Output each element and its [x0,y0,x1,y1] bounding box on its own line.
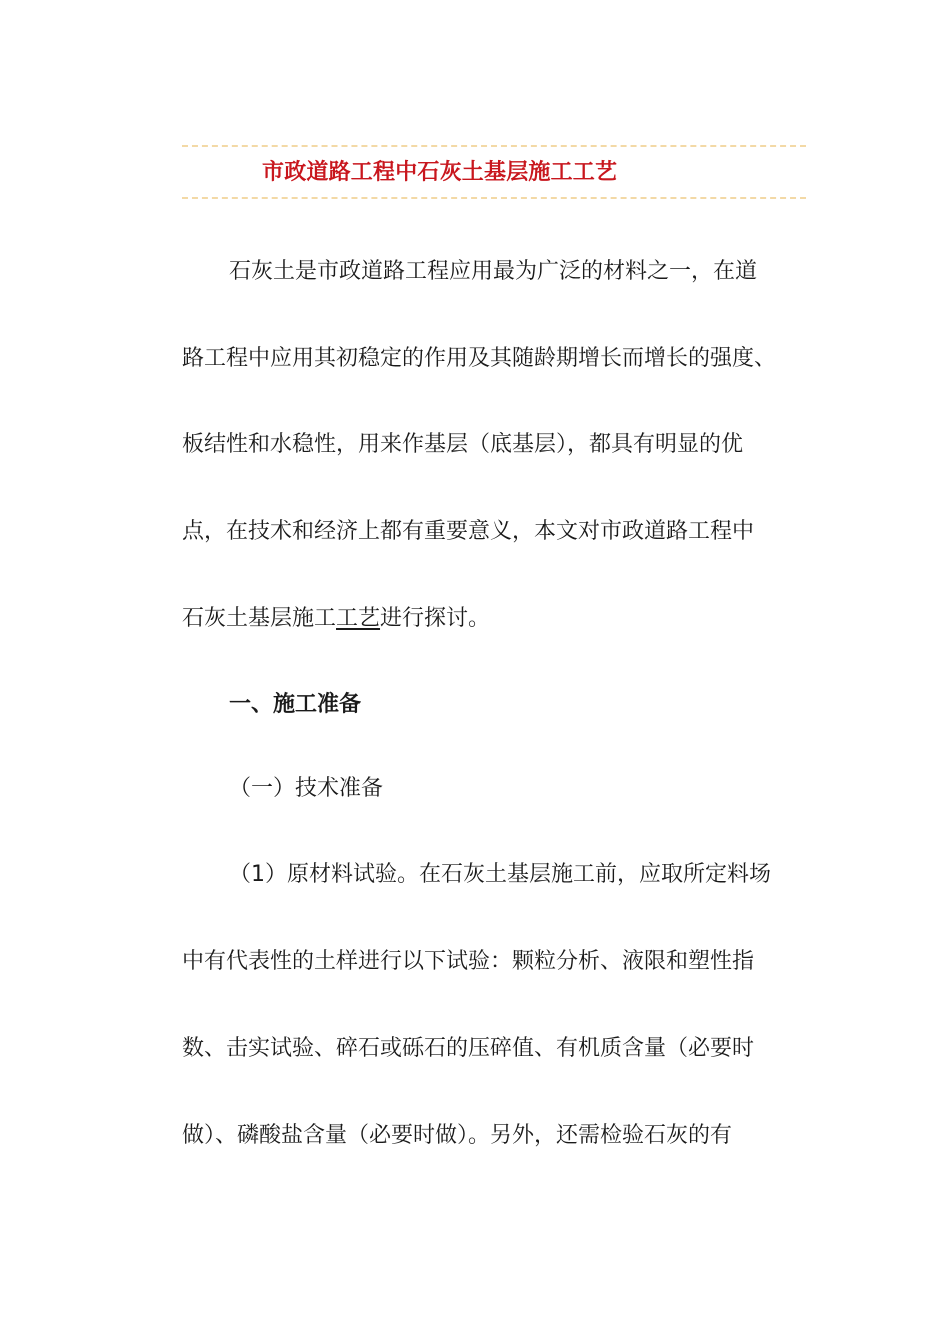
intro-line-4: 点，在技术和经济上都有重要意义，本文对市政道路工程中 [182,519,755,544]
intro-line-5 [182,605,490,633]
intro-line-1: 石灰土是市政道路工程应用最为广泛的材料之一，在道 [229,259,758,284]
title-top-divider [182,145,806,147]
intro-line-5-start: 石灰土基层施工 [182,606,337,631]
title-bottom-divider [182,197,806,199]
subsection-heading: （一）技术准备 [229,776,384,801]
intro-line-3: 板结性和水稳性，用来作基层（底基层），都具有明显的优 [182,432,744,457]
title-band [182,145,806,199]
intro-line-2: 路工程中应用其初稳定的作用及其随龄期增长而增长的强度、 [182,346,777,371]
item-line-1: （1）原材料试验。在石灰土基层施工前，应取所定料场 [229,862,771,887]
intro-line-5-end: 进行探讨。 [380,606,491,631]
document-title: 市政道路工程中石灰土基层施工工艺 [262,160,618,185]
item-line-3: 数、击实试验、碎石或砾石的压碎值、有机质含量（必要时 [182,1036,755,1061]
section-heading: 一、施工准备 [229,692,362,717]
underlined-term: 工艺 [336,606,381,631]
item-line-2: 中有代表性的土样进行以下试验：颗粒分析、液限和塑性指 [182,949,755,974]
item-line-4: 做）、磷酸盐含量（必要时做）。另外，还需检验石灰的有 [182,1123,733,1148]
